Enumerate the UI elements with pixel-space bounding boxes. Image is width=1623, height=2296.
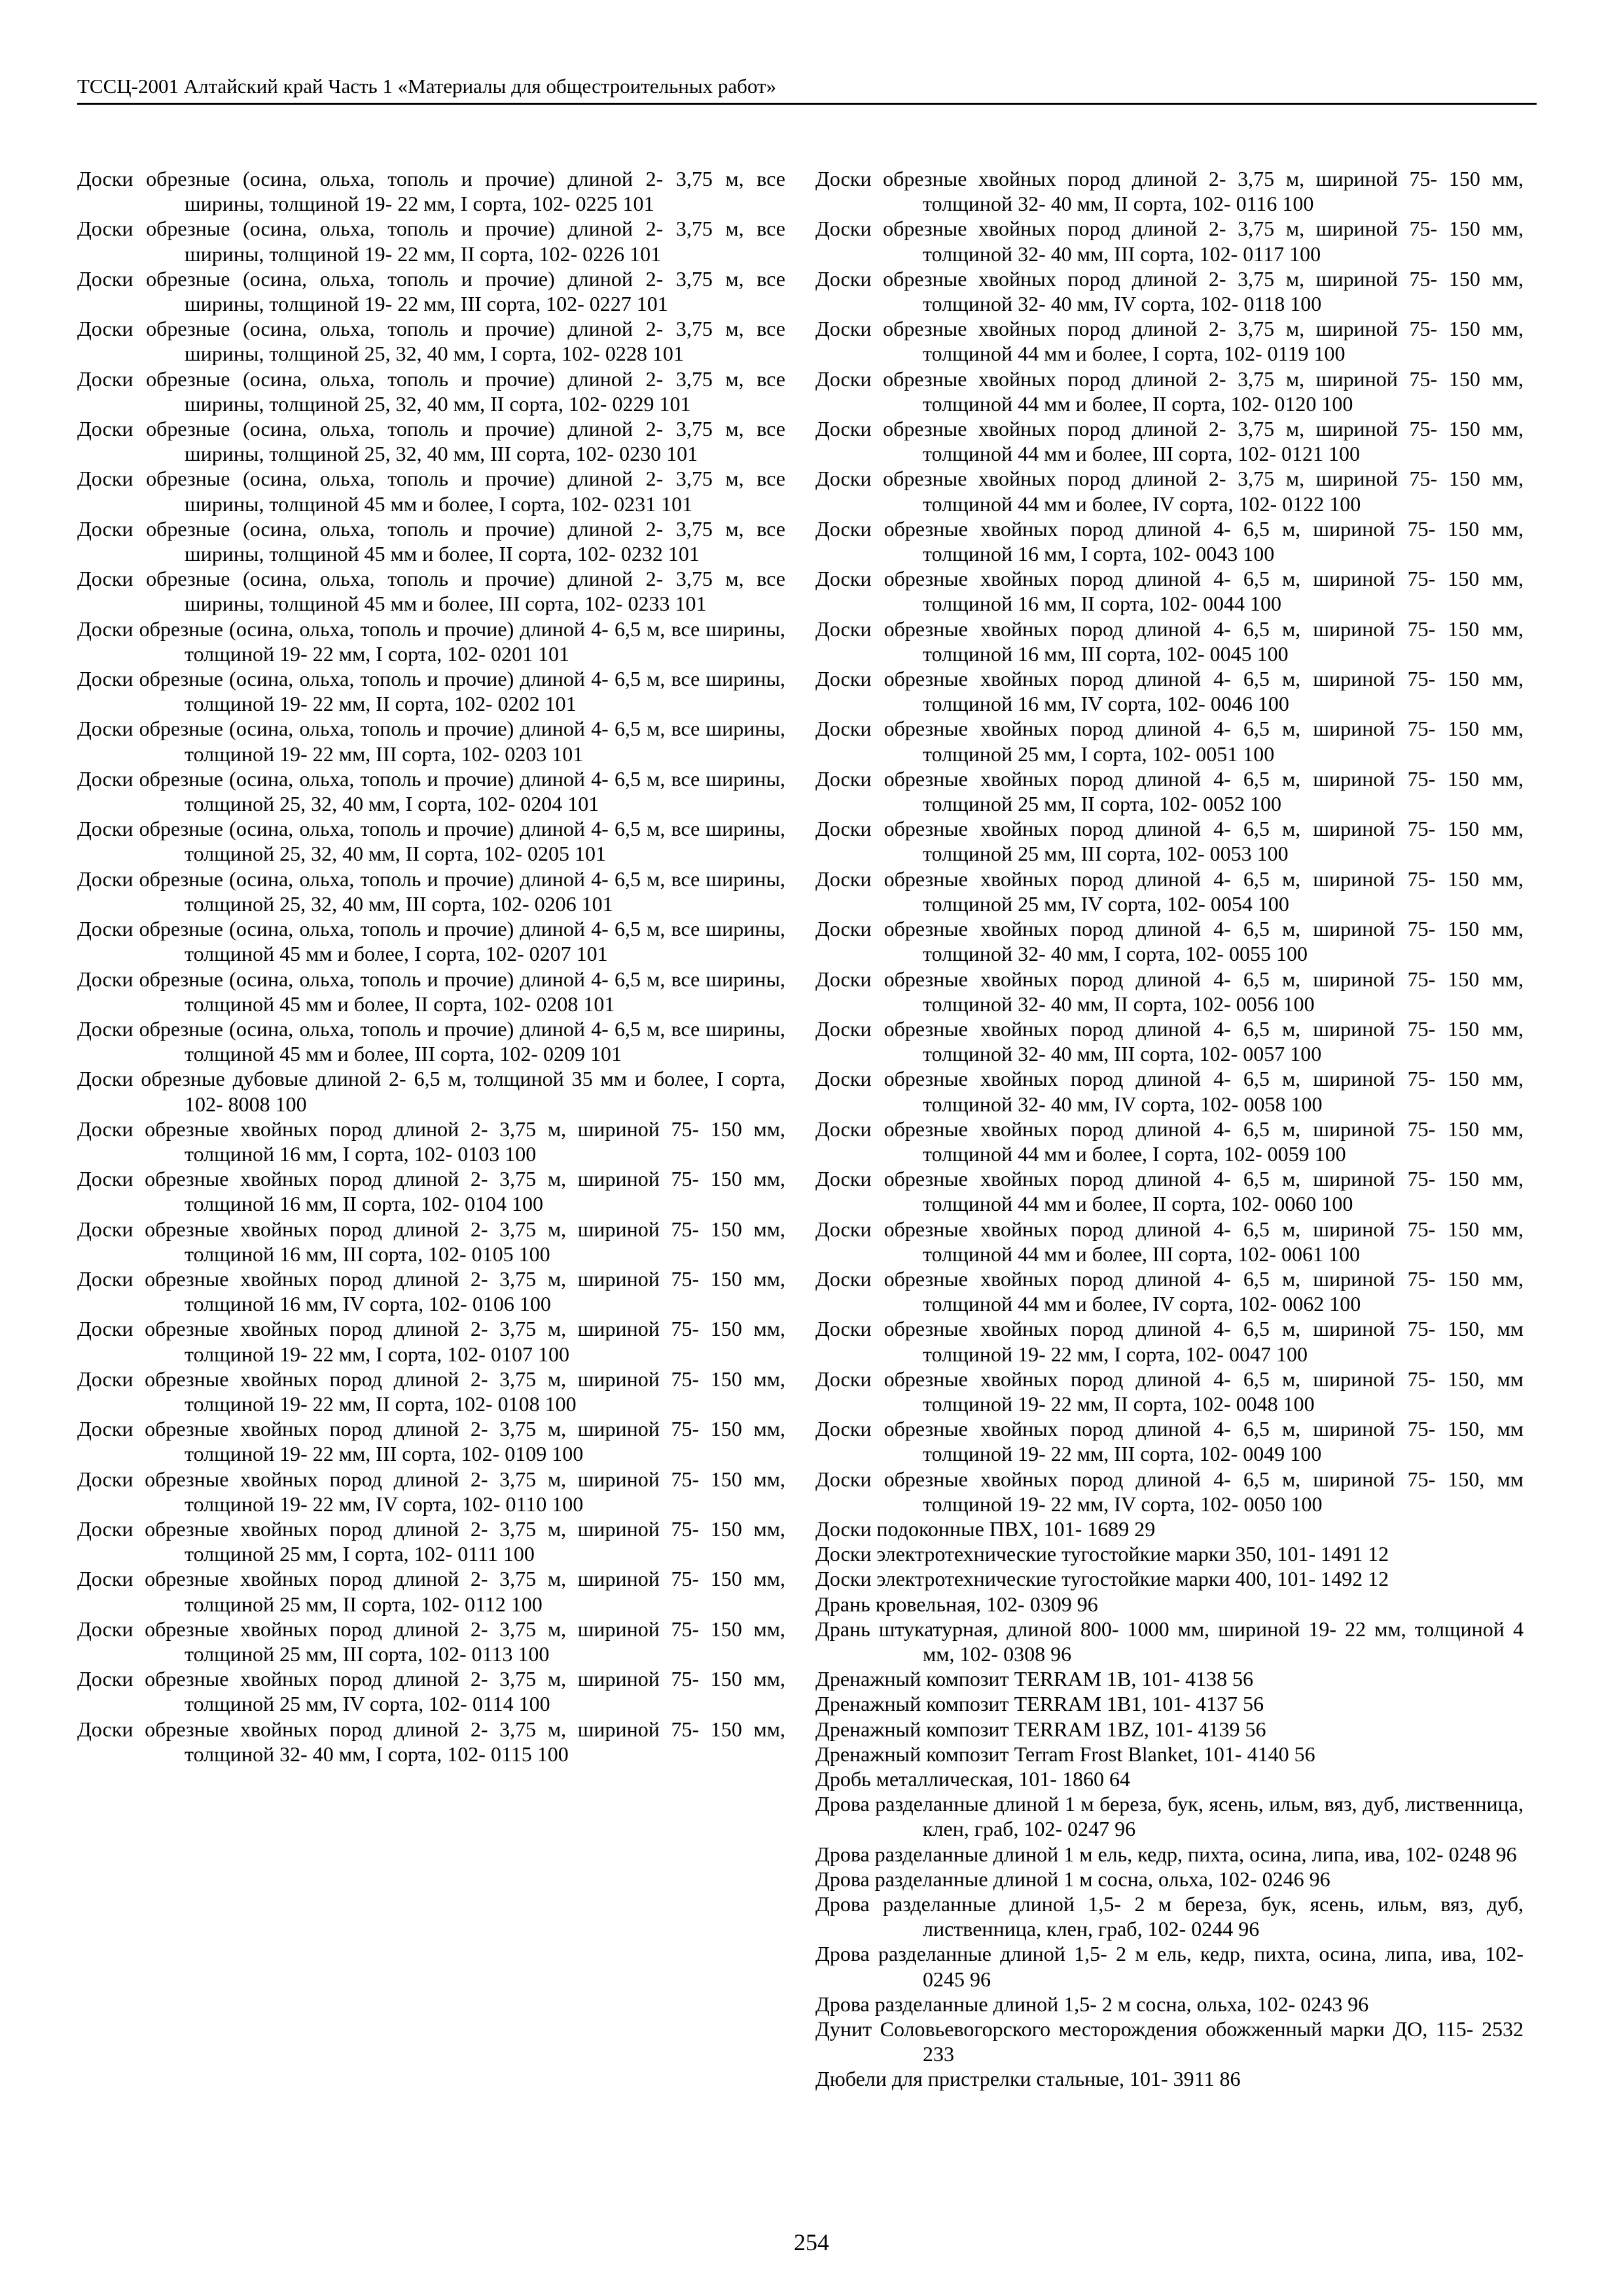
entry-page-ref: 101 [581,891,613,916]
index-entry [77,1666,785,1716]
index-entry [815,1992,1524,2017]
index-entry [77,1416,785,1466]
entry-text: Доски обрезные хвойных пород длиной 2- 3,75 м, шириной 75- 150 мм, толщиной 32- 40 мм, II сорта, 102- 0116 [815,167,1524,216]
entry-text: Доски обрезные хвойных пород длиной 4- 6,5 м, шириной 75- 150 мм, толщиной 44 мм и более, I сорта, 102- 0059 [815,1117,1524,1166]
entry-page-ref: 100 [1290,1042,1322,1066]
entry-page-ref: 100 [1257,891,1289,916]
entry-text: Доски обрезные (осина, ольха, тополь и прочие) длиной 4- 6,5 м, все ширины, толщиной 25, 32, 40 мм, I сорта, 102- 0204 [77,766,785,816]
index-column-right [815,166,1524,2092]
entry-page-ref: 96 [1495,1842,1517,1866]
entry-text: Доски обрезные хвойных пород длиной 2- 3,75 м, шириной 75- 150 мм, толщиной 19- 22 мм, IV сорта, 102- 0110 [77,1467,785,1516]
index-entry [815,617,1524,666]
entry-page-ref: 100 [1329,492,1361,516]
index-entry [815,166,1524,216]
index-entry [815,716,1524,766]
entry-text: Доски обрезные хвойных пород длиной 4- 6,5 м, шириной 75- 150 мм, толщиной 16 мм, IV сорта, 102- 0046 [815,667,1524,716]
entry-text: Доски обрезные хвойных пород длиной 2- 3,75 м, шириной 75- 150 мм, толщиной 16 мм, I сорта, 102- 0103 [77,1117,785,1166]
entry-text: Доски обрезные (осина, ольха, тополь и прочие) длиной 2- 3,75 м, все ширины, толщиной 25, 32, 40 мм, III сорта, 102- 0230 [77,417,785,466]
index-entry [77,816,785,866]
entry-page-ref: 100 [1249,592,1281,616]
entry-page-ref: 100 [537,1342,569,1366]
entry-page-ref: 101 [537,641,569,666]
index-entry [815,1016,1524,1066]
entry-page-ref: 100 [1321,391,1353,416]
index-entry [815,1316,1524,1366]
index-entry [77,266,785,316]
index-entry [77,1516,785,1566]
entry-text: Доски обрезные (осина, ольха, тополь и прочие) длиной 4- 6,5 м, все ширины, толщиной 25, 32, 40 мм, II сорта, 102- 0205 [77,817,785,866]
entry-page-ref: 100 [1321,1192,1353,1216]
entry-text: Дренажный композит TERRAM 1B, 101- 4138 [815,1667,1227,1691]
entry-text: Доски обрезные хвойных пород длиной 4- 6,5 м, шириной 75- 150, мм толщиной 19- 22 мм, I сорта, 102- 0047 [815,1317,1524,1366]
index-entry [77,916,785,966]
index-entry [815,1791,1524,1841]
entry-text: Доски обрезные хвойных пород длиной 2- 3,75 м, шириной 75- 150 мм, толщиной 16 мм, III сорта, 102- 0105 [77,1217,785,1266]
entry-page-ref: 96 [1309,1867,1330,1891]
entry-text: Доски обрезные хвойных пород длиной 2- 3,75 м, шириной 75- 150 мм, толщиной 16 мм, IV сорта, 102- 0106 [77,1266,785,1316]
entry-text: Доски обрезные хвойных пород длиной 4- 6,5 м, шириной 75- 150 мм, толщиной 44 мм и более, II сорта, 102- 0060 [815,1167,1524,1216]
entry-text: Доски обрезные хвойных пород длиной 4- 6,5 м, шириной 75- 150 мм, толщиной 44 мм и более, III сорта, 102- 0061 [815,1217,1524,1266]
index-entry [815,566,1524,616]
entry-text: Доски электротехнические тугостойкие марки 350, 101- 1491 [815,1542,1363,1566]
entry-text: Доски обрезные хвойных пород длиной 2- 3,75 м, шириной 75- 150 мм, толщиной 25 мм, IV сорта, 102- 0114 [77,1667,785,1716]
entry-page-ref: 100 [1291,1492,1323,1516]
index-entry [815,216,1524,266]
entry-text: Доски обрезные хвойных пород длиной 2- 3,75 м, шириной 75- 150 мм, толщиной 25 мм, I сорта, 102- 0111 [77,1516,785,1566]
index-entry [815,666,1524,716]
index-entry [77,1217,785,1266]
index-entry [77,1066,785,1116]
entry-page-ref: 96 [1238,1917,1260,1941]
entry-page-ref: 56 [1294,1742,1315,1766]
entry-page-ref: 64 [1109,1767,1131,1791]
entry-text: Дрова разделанные длиной 1,5- 2 м сосна, ольха, 102- 0243 [815,1992,1343,2016]
entry-page-ref: 100 [511,1192,543,1216]
entry-page-ref: 96 [1050,1641,1072,1666]
entry-page-ref: 101 [630,242,662,266]
entry-page-ref: 100 [1290,1442,1322,1466]
entry-text: Доски обрезные хвойных пород длиной 4- 6,5 м, шириной 75- 150, мм толщиной 19- 22 мм, III сорта, 102- 0049 [815,1417,1524,1466]
entry-text: Дунит Соловьевогорского месторождения обожженный марки ДО, 115- 2532 [815,2017,1524,2041]
index-entry [815,1566,1524,1591]
entry-text: Доски обрезные (осина, ольха, тополь и прочие) длиной 2- 3,75 м, все ширины, толщиной 19- 22 мм, I сорта, 102- 0225 [77,167,785,216]
entry-page-ref: 101 [622,192,654,216]
index-entry [77,516,785,566]
entry-text: Доски обрезные хвойных пород длиной 4- 6,5 м, шириной 75- 150 мм, толщиной 25 мм, IV сорта, 102- 0054 [815,867,1524,916]
index-entry [815,1717,1524,1742]
entry-page-ref: 56 [1243,1692,1264,1716]
entry-text: Доски обрезные (осина, ольха, тополь и прочие) длиной 2- 3,75 м, все ширины, толщиной 45 мм и более, II сорта, 102- 0232 [77,516,785,566]
entry-text: Доски обрезные хвойных пород длиной 2- 3,75 м, шириной 75- 150 мм, толщиной 32- 40 мм, III сорта, 102- 0117 [815,217,1524,266]
index-entry [77,566,785,616]
index-entry [77,867,785,916]
index-entry [815,1666,1524,1691]
index-entry [77,1367,785,1416]
entry-text: Доски обрезные (осина, ольха, тополь и прочие) длиной 4- 6,5 м, все ширины, толщиной 45 мм и более, II сорта, 102- 0208 [77,967,785,1016]
index-entry [815,1467,1524,1516]
index-entry [815,816,1524,866]
entry-page-ref: 101 [668,542,700,566]
entry-text: Дренажный композит TERRAM 1BZ, 101- 4139 [815,1717,1240,1741]
entry-page-ref: 100 [519,1292,551,1316]
entry-text: Доски обрезные хвойных пород длиной 4- 6,5 м, шириной 75- 150 мм, толщиной 16 мм, II сорта, 102- 0044 [815,567,1524,616]
entry-text: Доски обрезные дубовые длиной 2- 6,5 м, толщиной 35 мм и более, I сорта, 102- 8008 [77,1067,785,1116]
entry-page-ref: 100 [275,1092,307,1116]
header-title: ТССЦ-2001 Алтайский край Часть 1 «Материалы для общестроительных работ» [77,75,777,98]
index-entry [815,1117,1524,1166]
entry-page-ref: 100 [503,1542,535,1566]
index-entry [815,416,1524,466]
entry-text: Дрань штукатурная, длиной 800- 1000 мм, шириной 19- 22 мм, толщиной 4 мм, 102- 0308 [815,1617,1524,1666]
entry-page-ref: 100 [1243,742,1275,766]
entry-page-ref: 101 [576,942,608,966]
index-entry [815,1066,1524,1116]
entry-text: Доски обрезные (осина, ольха, тополь и прочие) длиной 2- 3,75 м, все ширины, толщиной 25, 32, 40 мм, II сорта, 102- 0229 [77,367,785,416]
entry-page-ref: 56 [1245,1717,1266,1741]
entry-text: Доски обрезные хвойных пород длиной 4- 6,5 м, шириной 75- 150 мм, толщиной 32- 40 мм, I сорта, 102- 0055 [815,917,1524,966]
entry-text: Доски подоконные ПВХ, 101- 1689 [815,1516,1130,1541]
entry-page-ref: 100 [537,1742,569,1766]
entry-page-ref: 100 [1257,692,1289,716]
index-entry [815,1742,1524,1767]
entry-page-ref: 96 [970,1967,991,1991]
entry-page-ref: 100 [544,1391,577,1416]
entry-page-ref: 101 [574,842,606,866]
entry-text: Доски обрезные хвойных пород длиной 2- 3,75 м, шириной 75- 150 мм, толщиной 44 мм и более, II сорта, 102- 0120 [815,367,1524,416]
entry-text: Доски электротехнические тугостойкие марки 400, 101- 1492 [815,1567,1363,1591]
entry-text: Доски обрезные хвойных пород длиной 4- 6,5 м, шириной 75- 150 мм, толщиной 32- 40 мм, IV сорта, 102- 0058 [815,1067,1524,1116]
index-entry [77,1266,785,1316]
entry-page-ref: 96 [1115,1817,1136,1841]
entry-text: Дренажный композит TERRAM 1B1, 101- 4137 [815,1692,1238,1716]
entry-page-ref: 101 [661,492,693,516]
index-entry [815,1892,1524,1941]
entry-page-ref: 100 [1275,1342,1308,1366]
entry-page-ref: 101 [583,992,615,1016]
index-entry [77,666,785,716]
entry-text: Доски обрезные хвойных пород длиной 2- 3,75 м, шириной 75- 150 мм, толщиной 19- 22 мм, I сорта, 102- 0107 [77,1317,785,1366]
entry-page-ref: 56 [1232,1667,1253,1691]
entry-text: Дрова разделанные длиной 1 м береза, бук, ясень, ильм, вяз, дуб, лиственница, клен, граб, 102- 0247 [815,1792,1524,1841]
index-entry [815,1941,1524,1991]
entry-page-ref: 101 [652,342,684,366]
entry-page-ref: 100 [518,1641,550,1666]
entry-page-ref: 100 [518,1242,550,1266]
entry-page-ref: 101 [636,292,668,316]
entry-text: Доски обрезные хвойных пород длиной 2- 3,75 м, шириной 75- 150 мм, толщиной 32- 40 мм, I сорта, 102- 0115 [77,1717,785,1766]
index-entry [77,1016,785,1066]
index-entry [77,766,785,816]
index-entry [815,1367,1524,1416]
entry-text: Доски обрезные хвойных пород длиной 2- 3,75 м, шириной 75- 150 мм, толщиной 44 мм и более, I сорта, 102- 0119 [815,317,1524,366]
entry-text: Доски обрезные (осина, ольха, тополь и прочие) длиной 4- 6,5 м, все ширины, толщиной 25, 32, 40 мм, III сорта, 102- 0206 [77,867,785,916]
entry-page-ref: 100 [1257,842,1289,866]
entry-page-ref: 100 [1275,942,1308,966]
entry-text: Доски обрезные хвойных пород длиной 4- 6,5 м, шириной 75- 150 мм, толщиной 16 мм, III сорта, 102- 0045 [815,617,1524,666]
entry-text: Доски обрезные хвойных пород длиной 2- 3,75 м, шириной 75- 150 мм, толщиной 44 мм и более, IV сорта, 102- 0122 [815,467,1524,516]
index-entry [77,617,785,666]
entry-page-ref: 100 [505,1141,537,1166]
entry-text: Дрова разделанные длиной 1 м сосна, ольха, 102- 0246 [815,1867,1304,1891]
index-entry [815,1217,1524,1266]
index-entry [815,2066,1524,2091]
entry-text: Доски обрезные (осина, ольха, тополь и прочие) длиной 4- 6,5 м, все ширины, толщиной 45 мм и более, III сорта, 102- 0209 [77,1016,785,1066]
entry-page-ref: 100 [552,1492,584,1516]
entry-page-ref: 100 [1283,992,1315,1016]
entry-text: Доски обрезные (осина, ольха, тополь и прочие) длиной 4- 6,5 м, все ширины, толщиной 45 мм и более, I сорта, 102- 0207 [77,917,785,966]
index-entry [815,316,1524,366]
entry-text: Доски обрезные (осина, ольха, тополь и прочие) длиной 2- 3,75 м, все ширины, толщиной 19- 22 мм, III сорта, 102- 0227 [77,266,785,316]
entry-text: Дрань кровельная, 102- 0309 [815,1592,1072,1616]
entry-page-ref: 100 [1257,641,1289,666]
index-entry [77,416,785,466]
index-entry [77,716,785,766]
index-entry [77,367,785,416]
index-entry [77,1467,785,1516]
entry-text: Доски обрезные (осина, ольха, тополь и прочие) длиной 4- 6,5 м, все ширины, толщиной 19- 22 мм, III сорта, 102- 0203 [77,717,785,766]
index-entry [77,316,785,366]
index-entry [815,1516,1524,1541]
entry-page-ref: 12 [1368,1542,1389,1566]
entry-page-ref: 101 [675,592,707,616]
entry-page-ref: 96 [1347,1992,1369,2016]
index-entry [77,1717,785,1767]
index-entry [77,166,785,216]
index-entry [815,266,1524,316]
index-entry [815,1617,1524,1666]
index-entry [815,916,1524,966]
index-entry [77,216,785,266]
index-entry [77,967,785,1016]
entry-text: Доски обрезные хвойных пород длиной 4- 6,5 м, шириной 75- 150 мм, толщиной 44 мм и более, IV сорта, 102- 0062 [815,1266,1524,1316]
index-entry [815,1842,1524,1867]
index-entry [815,1867,1524,1892]
entry-text: Дрова разделанные длиной 1 м ель, кедр, пихта, осина, липа, ива, 102- 0248 [815,1842,1491,1866]
entry-text: Доски обрезные (осина, ольха, тополь и прочие) длиной 4- 6,5 м, все ширины, толщиной 19- 22 мм, II сорта, 102- 0202 [77,667,785,716]
entry-text: Доски обрезные хвойных пород длиной 4- 6,5 м, шириной 75- 150 мм, толщиной 16 мм, I сорта, 102- 0043 [815,516,1524,566]
entry-page-ref: 100 [1289,242,1321,266]
entry-page-ref: 100 [552,1442,584,1466]
entry-text: Дробь металлическая, 101- 1860 [815,1767,1105,1791]
entry-text: Доски обрезные хвойных пород длиной 4- 6,5 м, шириной 75- 150 мм, толщиной 32- 40 мм, III сорта, 102- 0057 [815,1016,1524,1066]
entry-page-ref: 233 [923,2042,954,2066]
page-header [77,73,1537,105]
entry-text: Доски обрезные (осина, ольха, тополь и прочие) длиной 2- 3,75 м, все ширины, толщиной 45 мм и более, III сорта, 102- 0233 [77,567,785,616]
index-entry [815,367,1524,416]
entry-page-ref: 100 [1313,342,1346,366]
entry-text: Доски обрезные хвойных пород длиной 4- 6,5 м, шириной 75- 150 мм, толщиной 25 мм, I сорта, 102- 0051 [815,717,1524,766]
index-entry [77,1166,785,1216]
entry-page-ref: 101 [567,792,599,816]
index-entry [815,2017,1524,2066]
index-entry [815,1691,1524,1716]
entry-page-ref: 100 [510,1592,543,1616]
entry-page-ref: 100 [518,1692,550,1716]
entry-page-ref: 12 [1368,1567,1389,1591]
entry-page-ref: 96 [1077,1592,1098,1616]
entry-text: Доски обрезные (осина, ольха, тополь и прочие) длиной 4- 6,5 м, все ширины, толщиной 19- 22 мм, I сорта, 102- 0201 [77,617,785,666]
index-entry [77,1117,785,1166]
entry-text: Доски обрезные хвойных пород длиной 4- 6,5 м, шириной 75- 150, мм толщиной 19- 22 мм, II сорта, 102- 0048 [815,1367,1524,1416]
entry-text: Дрова разделанные длиной 1,5- 2 м береза, бук, ясень, ильм, вяз, дуб, лиственница, клен, граб, 102- 0244 [815,1892,1524,1941]
index-entry [815,867,1524,916]
entry-text: Доски обрезные хвойных пород длиной 2- 3,75 м, шириной 75- 150 мм, толщиной 16 мм, II сорта, 102- 0104 [77,1167,785,1216]
index-entry [815,1166,1524,1216]
index-entry [815,1266,1524,1316]
entry-page-ref: 100 [1328,1242,1360,1266]
entry-text: Доски обрезные хвойных пород длиной 4- 6,5 м, шириной 75- 150 мм, толщиной 25 мм, II сорта, 102- 0052 [815,766,1524,816]
entry-page-ref: 29 [1134,1516,1156,1541]
page-number: 254 [794,2229,829,2255]
entry-page-ref: 100 [1243,542,1275,566]
entry-page-ref: 101 [544,692,577,716]
index-entry [77,1316,785,1366]
entry-page-ref: 100 [1291,1092,1323,1116]
entry-page-ref: 100 [1329,1292,1361,1316]
entry-text: Доски обрезные (осина, ольха, тополь и прочие) длиной 2- 3,75 м, все ширины, толщиной 19- 22 мм, II сорта, 102- 0226 [77,217,785,266]
entry-text: Дюбели для пристрелки стальные, 101- 3911 [815,2067,1215,2091]
entry-page-ref: 100 [1314,1141,1346,1166]
entry-page-ref: 100 [1282,192,1314,216]
index-entry [815,1592,1524,1617]
entry-page-ref: 101 [590,1042,622,1066]
entry-page-ref: 101 [659,391,691,416]
index-entry [815,967,1524,1016]
entry-text: Доски обрезные хвойных пород длиной 4- 6,5 м, шириной 75- 150 мм, толщиной 25 мм, III сорта, 102- 0053 [815,817,1524,866]
index-entry [815,1541,1524,1566]
entry-text: Доски обрезные хвойных пород длиной 4- 6,5 м, шириной 75- 150 мм, толщиной 32- 40 мм, II сорта, 102- 0056 [815,967,1524,1016]
entry-page-ref: 100 [1249,792,1281,816]
entry-text: Доски обрезные хвойных пород длиной 2- 3,75 м, шириной 75- 150 мм, толщиной 19- 22 мм, II сорта, 102- 0108 [77,1367,785,1416]
index-entry [77,1617,785,1666]
entry-text: Доски обрезные хвойных пород длиной 2- 3,75 м, шириной 75- 150 мм, толщиной 32- 40 мм, IV сорта, 102- 0118 [815,266,1524,316]
index-entry [815,466,1524,516]
entry-page-ref: 100 [1290,292,1322,316]
entry-text: Доски обрезные хвойных пород длиной 2- 3,75 м, шириной 75- 150 мм, толщиной 19- 22 мм, III сорта, 102- 0109 [77,1417,785,1466]
entry-page-ref: 86 [1219,2067,1241,2091]
entry-page-ref: 101 [552,742,584,766]
index-entry [77,466,785,516]
entry-text: Дрова разделанные длиной 1,5- 2 м ель, кедр, пихта, осина, липа, ива, 102- 0245 [815,1942,1524,1991]
entry-text: Доски обрезные хвойных пород длиной 2- 3,75 м, шириной 75- 150 мм, толщиной 25 мм, III сорта, 102- 0113 [77,1617,785,1666]
entry-page-ref: 100 [1283,1391,1315,1416]
entry-page-ref: 100 [1328,442,1360,466]
index-entry [815,1416,1524,1466]
entry-text: Доски обрезные (осина, ольха, тополь и прочие) длиной 2- 3,75 м, все ширины, толщиной 45 мм и более, I сорта, 102- 0231 [77,467,785,516]
entry-text: Доски обрезные хвойных пород длиной 2- 3,75 м, шириной 75- 150 мм, толщиной 25 мм, II сорта, 102- 0112 [77,1567,785,1616]
entry-text: Доски обрезные хвойных пород длиной 4- 6,5 м, шириной 75- 150, мм толщиной 19- 22 мм, IV сорта, 102- 0050 [815,1467,1524,1516]
entry-page-ref: 101 [666,442,698,466]
index-column-left [77,166,785,1767]
index-entry [77,1566,785,1616]
index-entry [815,1767,1524,1791]
entry-text: Дренажный композит Terram Frost Blanket, 101- 4140 [815,1742,1289,1766]
entry-text: Доски обрезные (осина, ольха, тополь и прочие) длиной 2- 3,75 м, все ширины, толщиной 25, 32, 40 мм, I сорта, 102- 0228 [77,317,785,366]
index-entry [815,516,1524,566]
entry-text: Доски обрезные хвойных пород длиной 2- 3,75 м, шириной 75- 150 мм, толщиной 44 мм и более, III сорта, 102- 0121 [815,417,1524,466]
index-entry [815,766,1524,816]
